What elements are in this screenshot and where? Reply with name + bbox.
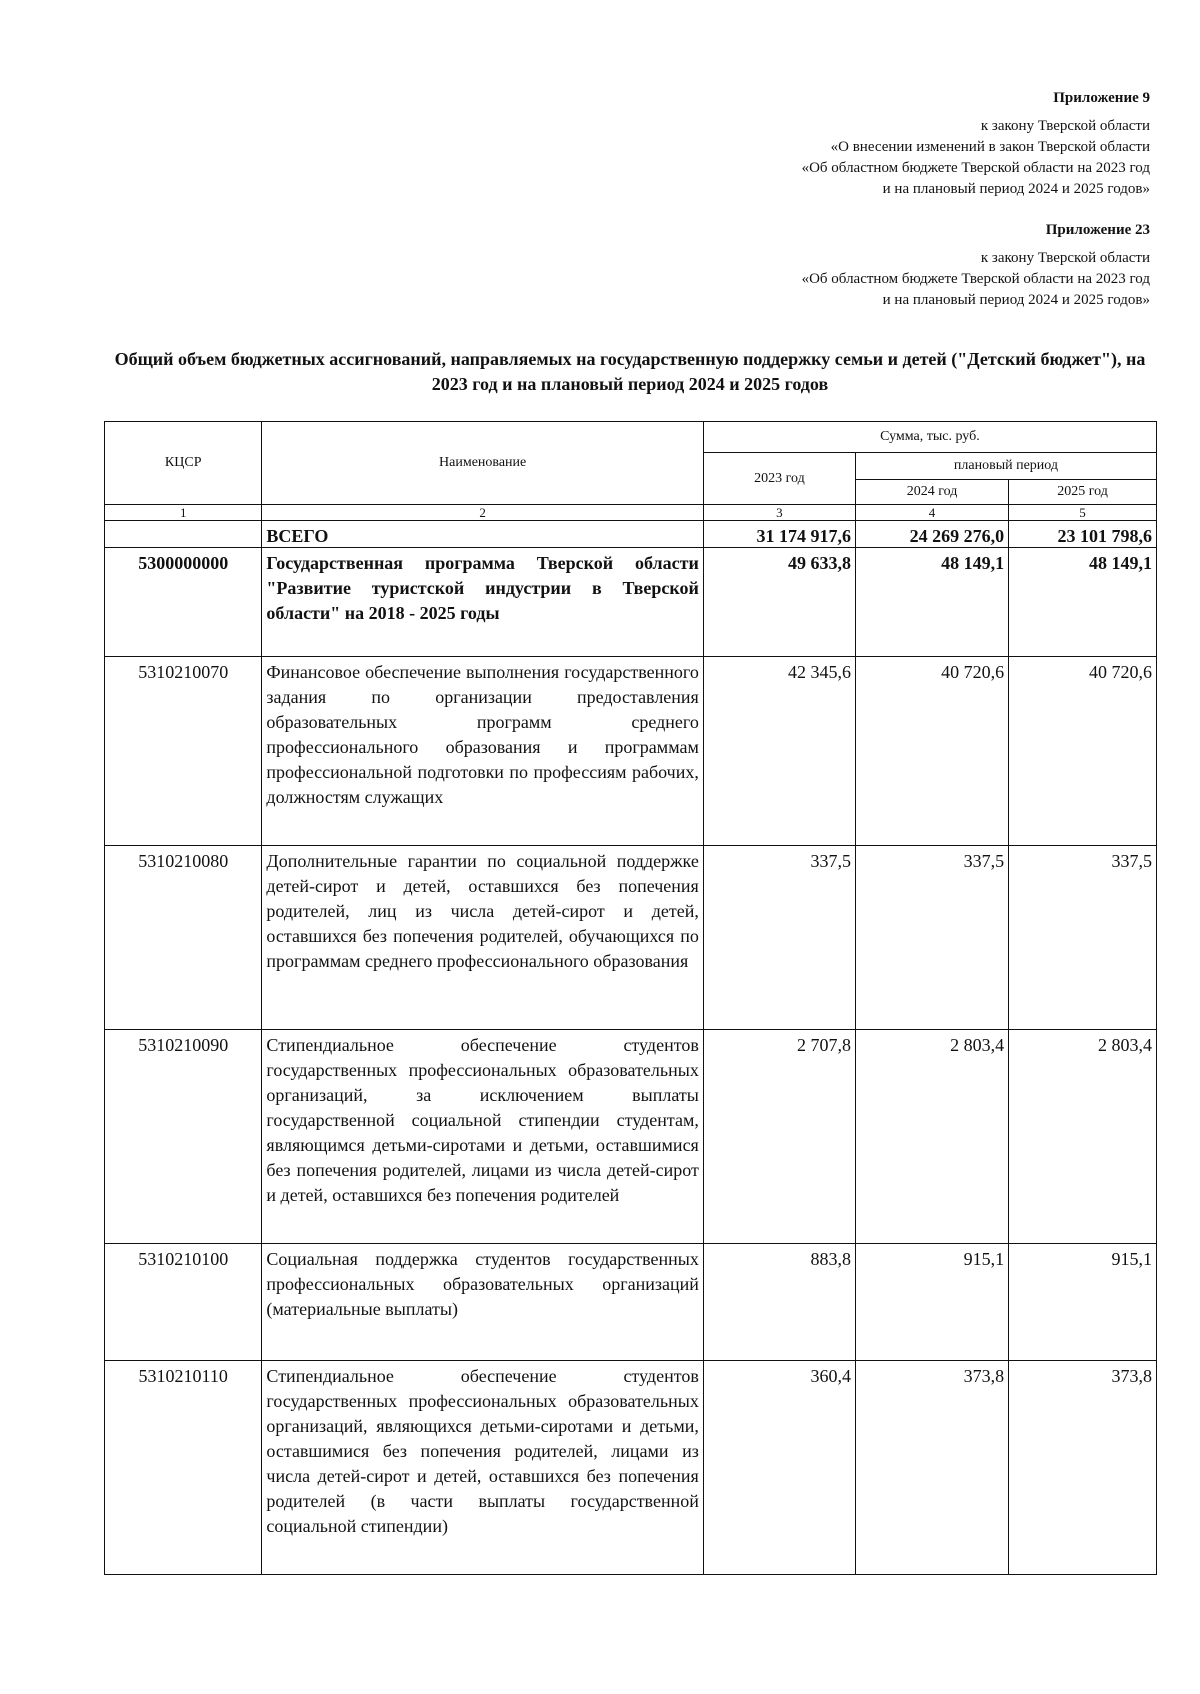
header-year-2025: 2025 год bbox=[1009, 480, 1157, 505]
row-2023: 360,4 bbox=[703, 1361, 855, 1575]
table-row bbox=[105, 1030, 1157, 1244]
row-2025: 337,5 bbox=[1009, 846, 1157, 1030]
row-code: 5310210080 bbox=[105, 846, 262, 1030]
appendix-9-line: «Об областном бюджете Тверской области на 2023 год bbox=[801, 160, 1150, 176]
row-2023: 337,5 bbox=[703, 846, 855, 1030]
column-number: 3 bbox=[703, 505, 855, 521]
appendix-9-title: Приложение 9 bbox=[1053, 90, 1150, 106]
total-row bbox=[105, 521, 1157, 548]
total-2024: 24 269 276,0 bbox=[855, 521, 1008, 548]
row-2024: 337,5 bbox=[855, 846, 1008, 1030]
appendix-9-line: и на плановый период 2024 и 2025 годов» bbox=[882, 181, 1150, 197]
row-name: Стипендиальное обеспечение студентов государственных профессиональных образовательных организаций, за исключением выплаты государственной социальной стипендии студентам, являющимся детьми-сиротами и детьми, оставшимися без попечения родителей, лицами из числа детей-сирот и детей, оставшихся без попечения родителей bbox=[262, 1030, 703, 1244]
row-name: Дополнительные гарантии по социальной поддержке детей-сирот и детей, оставшихся без попечения родителей, лиц из числа детей-сирот и детей, оставшихся без попечения родителей, обучающихся по программам среднего профессионального образования bbox=[262, 846, 703, 1030]
row-2025: 40 720,6 bbox=[1009, 657, 1157, 846]
header-code: КЦСР bbox=[105, 422, 262, 505]
row-2024: 40 720,6 bbox=[855, 657, 1008, 846]
appendix-23-title: Приложение 23 bbox=[1045, 222, 1150, 238]
column-number: 1 bbox=[105, 505, 262, 521]
appendix-23-block bbox=[802, 220, 1150, 311]
row-2024: 48 149,1 bbox=[855, 548, 1008, 657]
row-code: 5310210100 bbox=[105, 1244, 262, 1361]
row-2024: 2 803,4 bbox=[855, 1030, 1008, 1244]
appendix-9-line: «О внесении изменений в закон Тверской области bbox=[830, 139, 1150, 155]
row-code: 5310210090 bbox=[105, 1030, 262, 1244]
row-name: Финансовое обеспечение выполнения государственного задания по организации предоставления образовательных программ среднего профессионального образования и программам профессиональной подготовки по профессиям рабочих, должностям служащих bbox=[262, 657, 703, 846]
table-row bbox=[105, 846, 1157, 1030]
appendix-23-line: к закону Тверской области bbox=[980, 250, 1150, 266]
row-2025: 2 803,4 bbox=[1009, 1030, 1157, 1244]
row-2023: 49 633,8 bbox=[703, 548, 855, 657]
row-2023: 42 345,6 bbox=[703, 657, 855, 846]
row-2024: 373,8 bbox=[855, 1361, 1008, 1575]
column-number: 2 bbox=[262, 505, 703, 521]
header-year-2024: 2024 год bbox=[855, 480, 1008, 505]
table-row bbox=[105, 548, 1157, 657]
row-code: 5300000000 bbox=[105, 548, 262, 657]
header-sum: Сумма, тыс. руб. bbox=[703, 422, 1156, 453]
row-code: 5310210070 bbox=[105, 657, 262, 846]
row-2025: 48 149,1 bbox=[1009, 548, 1157, 657]
total-2025: 23 101 798,6 bbox=[1009, 521, 1157, 548]
row-2023: 2 707,8 bbox=[703, 1030, 855, 1244]
row-2025: 373,8 bbox=[1009, 1361, 1157, 1575]
table-row bbox=[105, 1361, 1157, 1575]
budget-table bbox=[104, 421, 1157, 1575]
column-number: 4 bbox=[855, 505, 1008, 521]
header-planned-period: плановый период bbox=[855, 453, 1156, 480]
document-title: Общий объем бюджетных ассигнований, направляемых на государственную поддержку семьи и детей ("Детский бюджет"), на 2023 год и на плановый период 2024 и 2025 годов bbox=[114, 349, 1146, 394]
total-2023: 31 174 917,6 bbox=[703, 521, 855, 548]
header-name: Наименование bbox=[262, 422, 703, 505]
row-2025: 915,1 bbox=[1009, 1244, 1157, 1361]
appendix-23-line: и на плановый период 2024 и 2025 годов» bbox=[882, 292, 1150, 308]
appendix-9-block bbox=[802, 88, 1150, 200]
table-row bbox=[105, 657, 1157, 846]
row-name: Стипендиальное обеспечение студентов государственных профессиональных образовательных организаций, являющихся детьми-сиротами и детьми, оставшимися без попечения родителей, лицами из числа детей-сирот и детей, оставшихся без попечения родителей (в части выплаты государственной социальной стипендии) bbox=[262, 1361, 703, 1575]
column-number: 5 bbox=[1009, 505, 1157, 521]
row-code: 5310210110 bbox=[105, 1361, 262, 1575]
total-code bbox=[105, 521, 262, 548]
row-name: Социальная поддержка студентов государственных профессиональных образовательных организаций (материальные выплаты) bbox=[262, 1244, 703, 1361]
header-year-2023: 2023 год bbox=[703, 453, 855, 505]
appendix-9-line: к закону Тверской области bbox=[980, 118, 1150, 134]
table-row bbox=[105, 1244, 1157, 1361]
row-2024: 915,1 bbox=[855, 1244, 1008, 1361]
appendix-23-line: «Об областном бюджете Тверской области на 2023 год bbox=[801, 271, 1150, 287]
total-label: ВСЕГО bbox=[262, 521, 703, 548]
row-name: Государственная программа Тверской области "Развитие туристской индустрии в Тверской области" на 2018 - 2025 годы bbox=[262, 548, 703, 657]
row-2023: 883,8 bbox=[703, 1244, 855, 1361]
